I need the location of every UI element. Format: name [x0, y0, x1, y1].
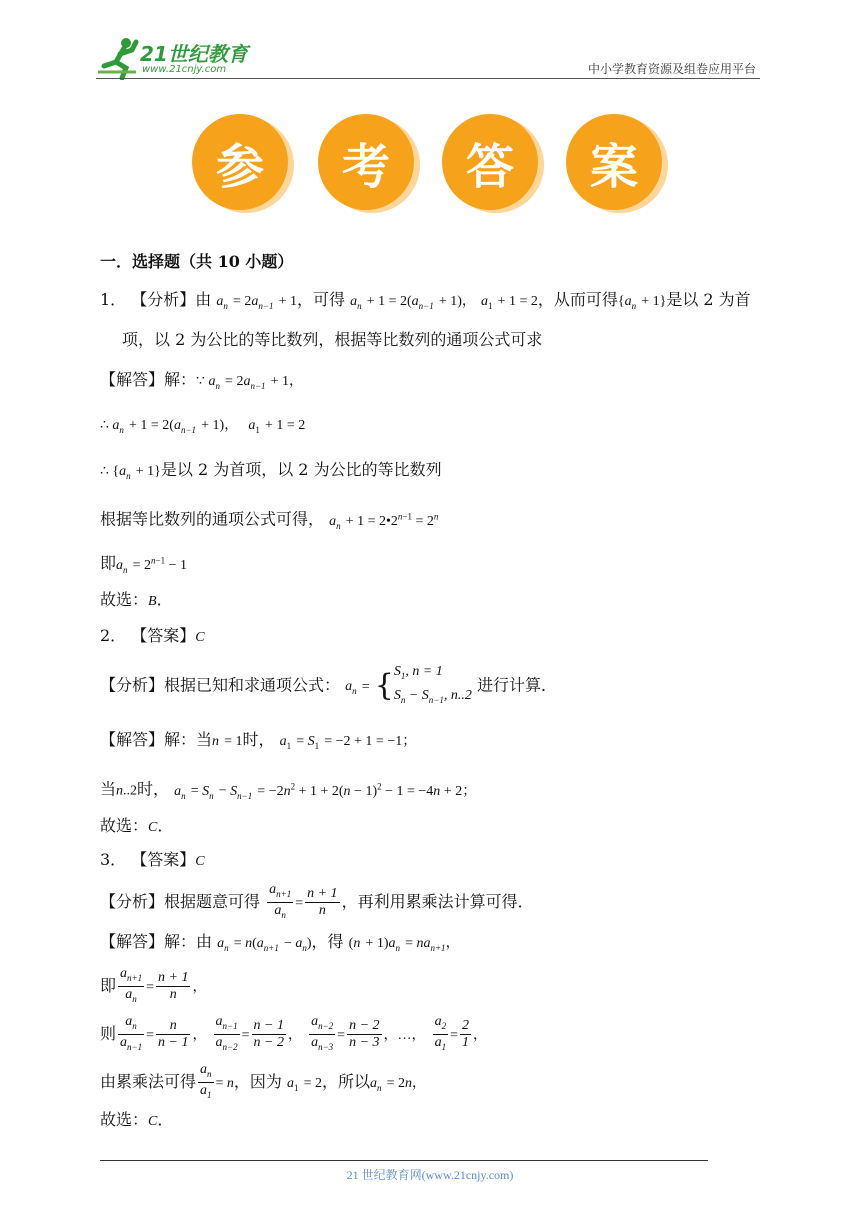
q3-solution-line1: 【解答】解：由 $a_n = n(a_{n+1} - a_n)$，得 $(n + 1)a_n = na_{n+1}$，	[100, 932, 460, 953]
logo-text: 21世纪教育	[140, 42, 248, 66]
q2-answer: 2． 【答案】C	[100, 626, 205, 645]
q1-solution-line3: ∴ $\{a_n + 1\}$是以 2 为首项，以 2 为公比的等比数列	[100, 460, 442, 481]
q1-solution-line5: 即$a_n = 2^{n-1} - 1$	[100, 553, 187, 575]
q1-solution-line2: ∴ $a_n + 1 = 2(a_{n-1} + 1)$， $a_1 + 1 = 2$	[100, 418, 306, 436]
site-logo	[96, 36, 266, 80]
q3-solution-line3: 则 $\frac{a_n}{a_{n-1}}$ = $\frac{n}{n - 1}$ ， $\frac{a_{n-1}}{a_{n-2}}$ = $\frac{n - 1}{n - 2}$ ， $\frac{a_{n-2}}{a_{n-3}}$ = $\frac{n - 2}{n - 3}$ ，…， $\frac{a_2}{a_1}$ = $\frac{2}{1}$ ，	[100, 1014, 488, 1052]
footer-text: 21 世纪教育网(www.21cnjy.com)	[346, 1168, 514, 1182]
header-divider	[96, 78, 760, 79]
q2-solution-line1: 【解答】解：当n = 1时， $a_1 = S_1 = -2 + 1 = -1$；	[100, 730, 417, 752]
q3-choice: 故选：C．	[100, 1110, 174, 1129]
q1-choice: 故选：B．	[100, 590, 173, 609]
logo-url: www.21cnjy.com	[142, 64, 227, 75]
q1-solution-line4: 根据等比数列的通项公式可得， $a_n + 1$ = $2•2^{n-1} = 2^n$	[100, 509, 439, 531]
q2-solution-line2: 当n..2时， $a_n = S_n - S_{n-1} = -2n^2 + 1 + 2(n - 1)^2 - 1 = -4n + 2$；	[100, 779, 477, 801]
section-heading: 一．选择题（共 10 小题）	[100, 252, 294, 271]
q3-analysis: 【分析】根据题意可得 $\frac{a_{n+1}}{a_n}$ = $\frac{n + 1}{n}$ ，再利用累乘法计算可得．	[100, 882, 534, 920]
title-char-3: 答	[442, 114, 538, 210]
q3-answer: 3． 【答案】C	[100, 850, 205, 869]
q2-number: 2．	[100, 626, 127, 645]
q1-number: 1．	[100, 290, 127, 309]
q1-analysis-line1: 1． 【分析】由 $a_n = 2a_{n-1} + 1$，可得 $a_n + 1 = 2(a_{n-1} + 1)$， $a_1 + 1 = 2$，从而可得$\{a_n + 1\}$是以 2 为首	[100, 290, 751, 312]
q2-choice: 故选：C．	[100, 816, 174, 835]
platform-name: 中小学教育资源及组卷应用平台	[587, 62, 756, 76]
q1-solution-line1: 【解答】解：∵ $a_n = 2a_{n-1} + 1$，	[100, 370, 304, 391]
q2-analysis: 【分析】根据已知和求通项公式： $a_n$ = { $S_1$, n = 1 $S_n - S_{n-1}$, n..2 进行计算．	[100, 664, 557, 705]
q1-analysis-line2: 项，以 2 为公比的等比数列，根据等比数列的通项公式可求	[122, 330, 543, 349]
footer-divider	[100, 1160, 708, 1161]
q3-number: 3．	[100, 850, 127, 869]
title-char-1: 参	[192, 114, 288, 210]
q1-analysis-tag: 【分析】	[131, 290, 196, 309]
title-char-2: 考	[318, 114, 414, 210]
q3-solution-line2: 即 $\frac{a_{n+1}}{a_n}$ = $\frac{n + 1}{n}$ ，	[100, 966, 207, 1004]
q3-solution-line4: 由累乘法可得 $\frac{a_n}{a_1}$ = n，因为 $a_1 = 2$，所以$a_n = 2n$，	[100, 1062, 427, 1100]
title-char-4: 案	[566, 114, 662, 210]
